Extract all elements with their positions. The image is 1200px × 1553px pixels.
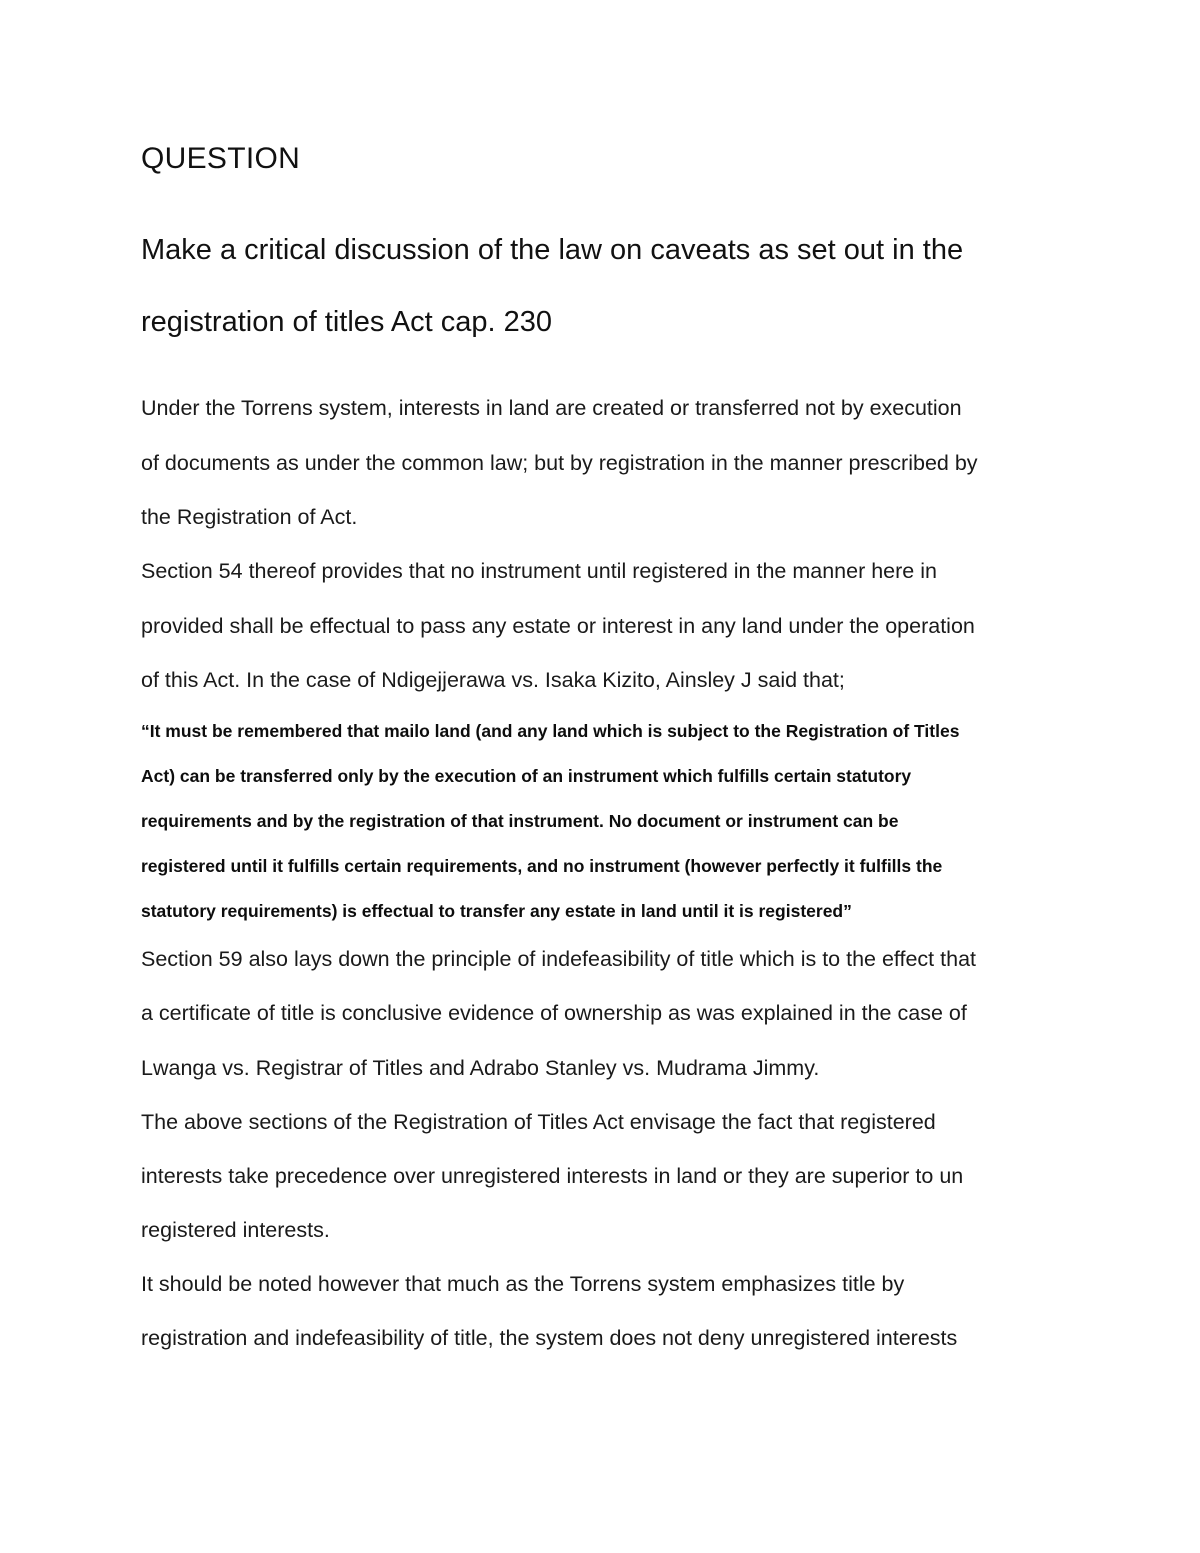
paragraph-line: of this Act. In the case of Ndigejjerawa vs. Isaka Kizito, Ainsley J said that; <box>141 668 845 692</box>
paragraph-line: interests take precedence over unregistered interests in land or they are superior to un <box>141 1164 964 1188</box>
paragraph-line: Section 59 also lays down the principle of indefeasibility of title which is to the effect that <box>141 947 976 971</box>
paragraph-line: Under the Torrens system, interests in land are created or transferred not by execution <box>141 396 962 420</box>
quote-line: Act) can be transferred only by the execution of an instrument which fulfills certain statutory <box>141 766 912 786</box>
quote-line: statutory requirements) is effectual to transfer any estate in land until it is registered” <box>141 901 852 921</box>
quote-line: requirements and by the registration of that instrument. No document or instrument can be <box>141 811 899 831</box>
question-line: Make a critical discussion of the law on caveats as set out in the <box>141 234 964 266</box>
paragraph-line: the Registration of Act. <box>141 505 358 529</box>
paragraph-line: The above sections of the Registration of Titles Act envisage the fact that registered <box>141 1110 936 1134</box>
quote-line: registered until it fulfills certain requirements, and no instrument (however perfectly it fulfills the <box>141 856 943 876</box>
paragraph-line: It should be noted however that much as the Torrens system emphasizes title by <box>141 1272 905 1296</box>
question-line: registration of titles Act cap. 230 <box>141 306 553 338</box>
paragraph-line: Section 54 thereof provides that no instrument until registered in the manner here in <box>141 559 937 583</box>
question-heading: QUESTION <box>141 142 301 175</box>
quote-line: “It must be remembered that mailo land (and any land which is subject to the Registration of Titles <box>141 721 960 741</box>
paragraph-line: a certificate of title is conclusive evidence of ownership as was explained in the case of <box>141 1001 967 1025</box>
paragraph-line: registered interests. <box>141 1218 330 1242</box>
paragraph-line: Lwanga vs. Registrar of Titles and Adrabo Stanley vs. Mudrama Jimmy. <box>141 1056 820 1080</box>
paragraph-line: provided shall be effectual to pass any estate or interest in any land under the operation <box>141 614 975 638</box>
paragraph-line: registration and indefeasibility of title, the system does not deny unregistered interests <box>141 1326 958 1350</box>
paragraph-line: of documents as under the common law; but by registration in the manner prescribed by <box>141 451 978 475</box>
